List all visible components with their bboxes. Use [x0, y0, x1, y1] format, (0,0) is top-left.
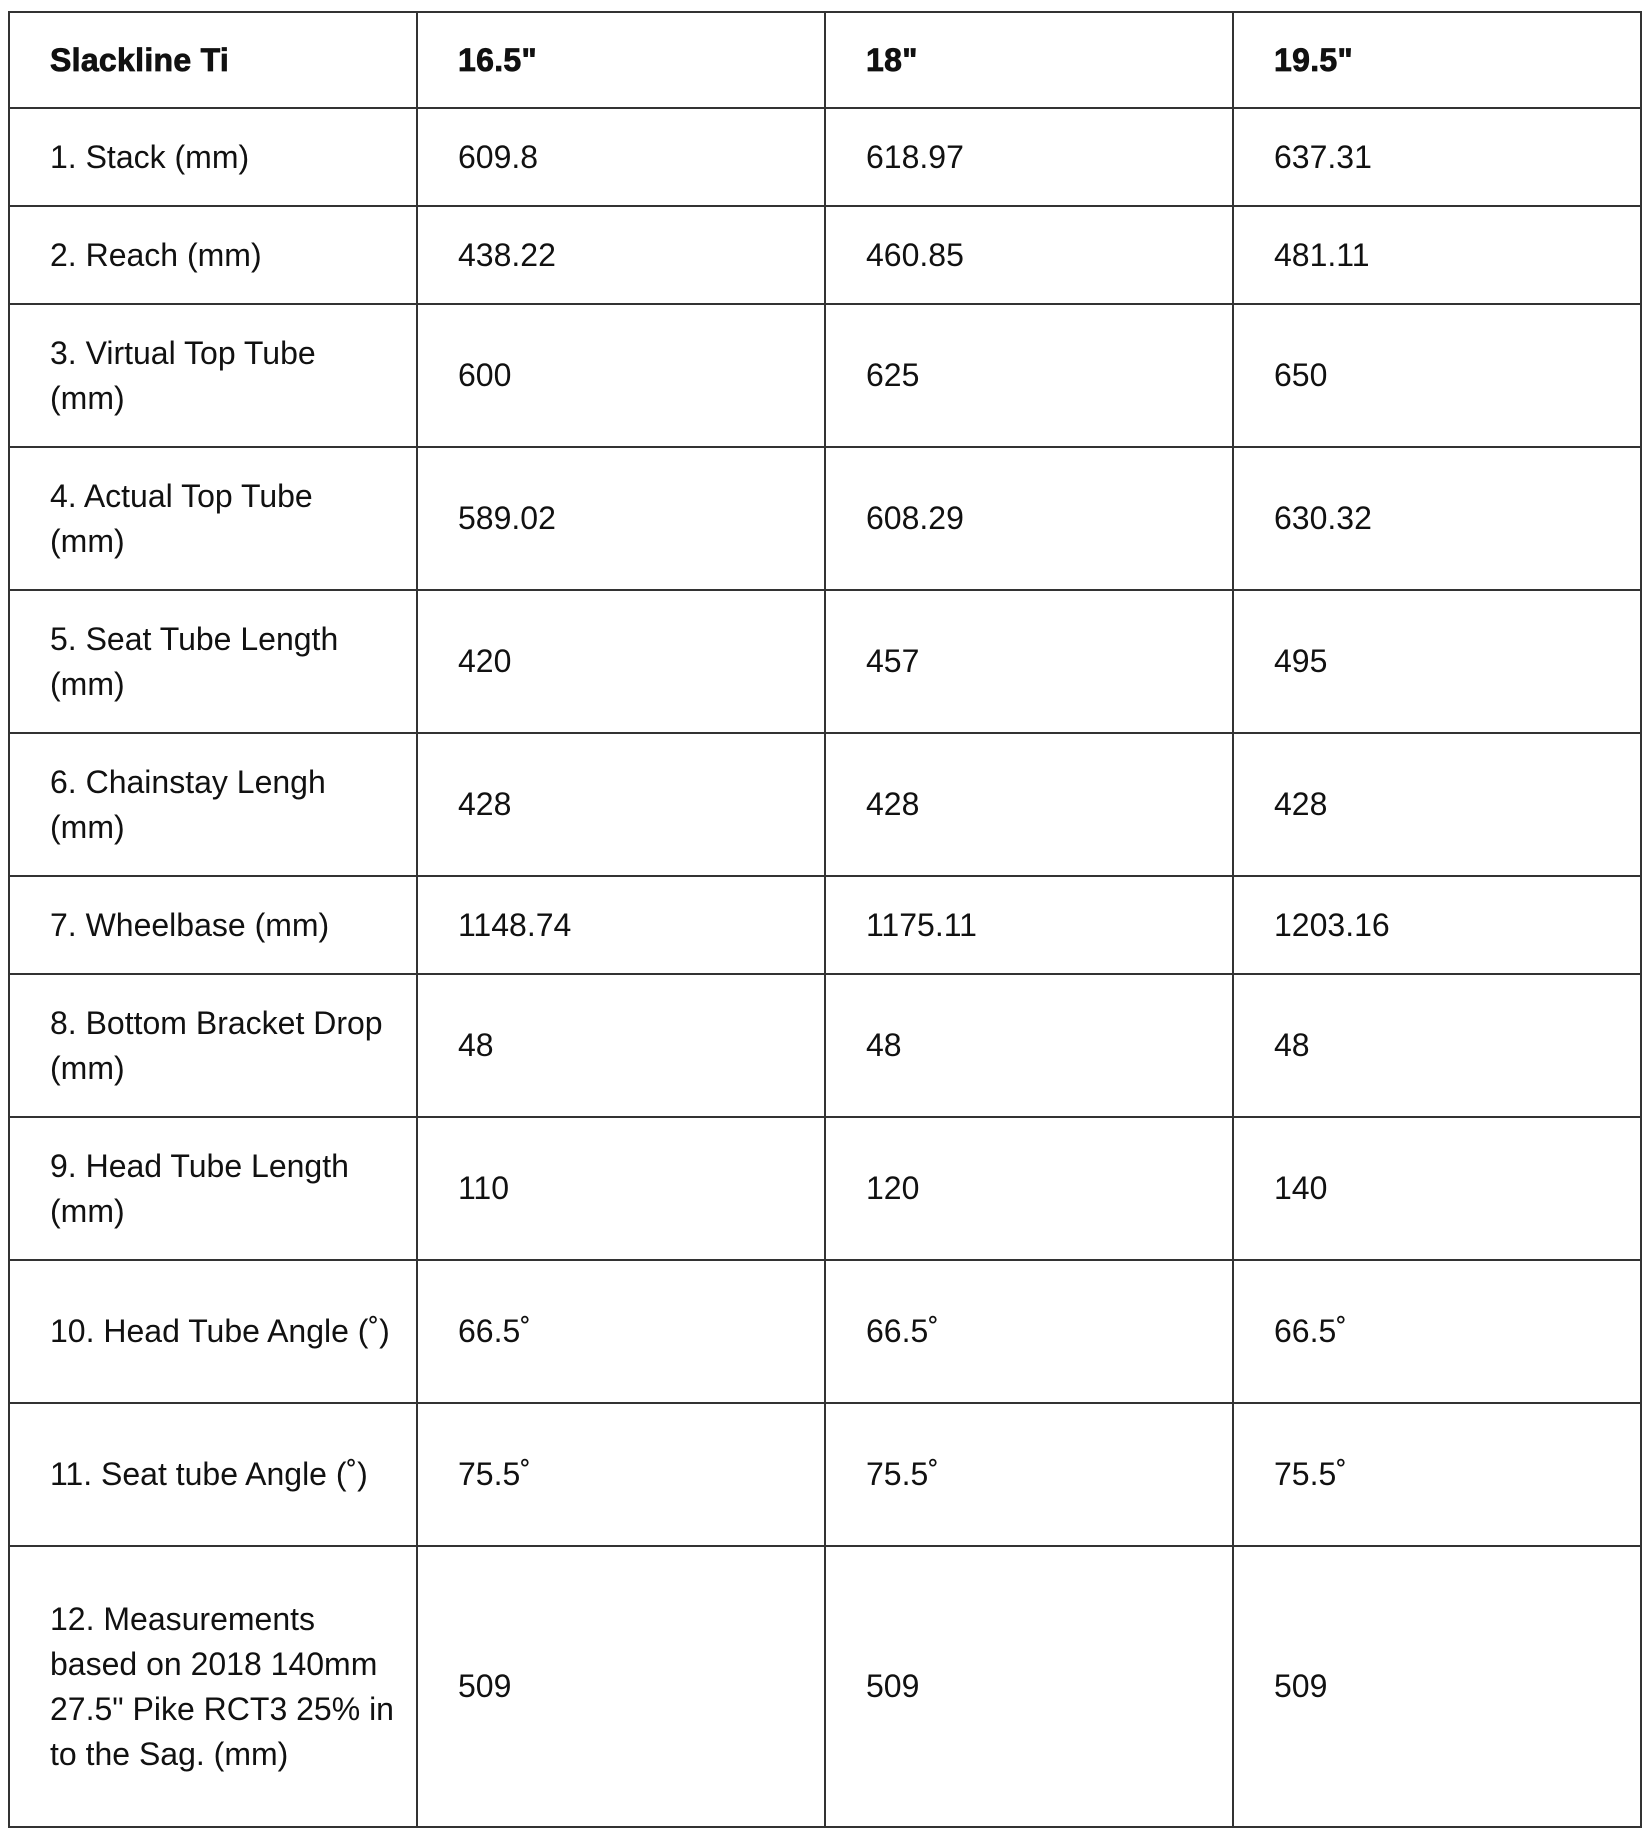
cell-value: 48: [1233, 974, 1641, 1117]
header-size-18: 18": [825, 12, 1233, 108]
cell-value: 438.22: [417, 206, 825, 304]
cell-value: 120: [825, 1117, 1233, 1260]
cell-value: 630.32: [1233, 447, 1641, 590]
cell-value: 457: [825, 590, 1233, 733]
cell-value: 1148.74: [417, 876, 825, 974]
cell-value: 48: [417, 974, 825, 1117]
row-label: 9. Head Tube Length (mm): [9, 1117, 417, 1260]
table-row-stack: [9, 108, 1641, 206]
cell-value: 66.5˚: [417, 1260, 825, 1403]
cell-value: 609.8: [417, 108, 825, 206]
cell-value: 495: [1233, 590, 1641, 733]
cell-value: 460.85: [825, 206, 1233, 304]
cell-value: 509: [1233, 1546, 1641, 1827]
cell-value: 110: [417, 1117, 825, 1260]
table-row-reach: [9, 206, 1641, 304]
cell-value: 75.5˚: [825, 1403, 1233, 1546]
header-model-name: Slackline Ti: [9, 12, 417, 108]
row-label: 5. Seat Tube Length (mm): [9, 590, 417, 733]
table-row-head-tube-angle: [9, 1260, 1641, 1403]
row-label: 6. Chainstay Lengh (mm): [9, 733, 417, 876]
row-label: 7. Wheelbase (mm): [9, 876, 417, 974]
cell-value: 75.5˚: [417, 1403, 825, 1546]
cell-value: 637.31: [1233, 108, 1641, 206]
row-label: 3. Virtual Top Tube (mm): [9, 304, 417, 447]
cell-value: 1175.11: [825, 876, 1233, 974]
cell-value: 48: [825, 974, 1233, 1117]
cell-value: 509: [417, 1546, 825, 1827]
cell-value: 75.5˚: [1233, 1403, 1641, 1546]
geometry-table: [8, 11, 1642, 1828]
cell-value: 66.5˚: [825, 1260, 1233, 1403]
header-size-16-5: 16.5": [417, 12, 825, 108]
table-row-head-tube-length: [9, 1117, 1641, 1260]
cell-value: 625: [825, 304, 1233, 447]
row-label: 12. Measurements based on 2018 140mm 27.5" Pike RCT3 25% in to the Sag. (mm): [9, 1546, 417, 1827]
table-row-virtual-top-tube: [9, 304, 1641, 447]
row-label: 1. Stack (mm): [9, 108, 417, 206]
table-row-actual-top-tube: [9, 447, 1641, 590]
cell-value: 481.11: [1233, 206, 1641, 304]
table-row-seat-tube-length: [9, 590, 1641, 733]
cell-value: 600: [417, 304, 825, 447]
cell-value: 589.02: [417, 447, 825, 590]
cell-value: 608.29: [825, 447, 1233, 590]
header-size-19-5: 19.5": [1233, 12, 1641, 108]
row-label: 4. Actual Top Tube (mm): [9, 447, 417, 590]
table-row-wheelbase: [9, 876, 1641, 974]
cell-value: 420: [417, 590, 825, 733]
table-row-chainstay-length: [9, 733, 1641, 876]
cell-value: 1203.16: [1233, 876, 1641, 974]
row-label: 2. Reach (mm): [9, 206, 417, 304]
cell-value: 428: [825, 733, 1233, 876]
table-row-seat-tube-angle: [9, 1403, 1641, 1546]
cell-value: 618.97: [825, 108, 1233, 206]
table-row-bottom-bracket-drop: [9, 974, 1641, 1117]
table-row-fork-measurement-note: [9, 1546, 1641, 1827]
row-label: 10. Head Tube Angle (˚): [9, 1260, 417, 1403]
cell-value: 428: [417, 733, 825, 876]
cell-value: 428: [1233, 733, 1641, 876]
header-row: [9, 12, 1641, 108]
row-label: 8. Bottom Bracket Drop (mm): [9, 974, 417, 1117]
cell-value: 509: [825, 1546, 1233, 1827]
cell-value: 650: [1233, 304, 1641, 447]
cell-value: 140: [1233, 1117, 1641, 1260]
row-label: 11. Seat tube Angle (˚): [9, 1403, 417, 1546]
cell-value: 66.5˚: [1233, 1260, 1641, 1403]
